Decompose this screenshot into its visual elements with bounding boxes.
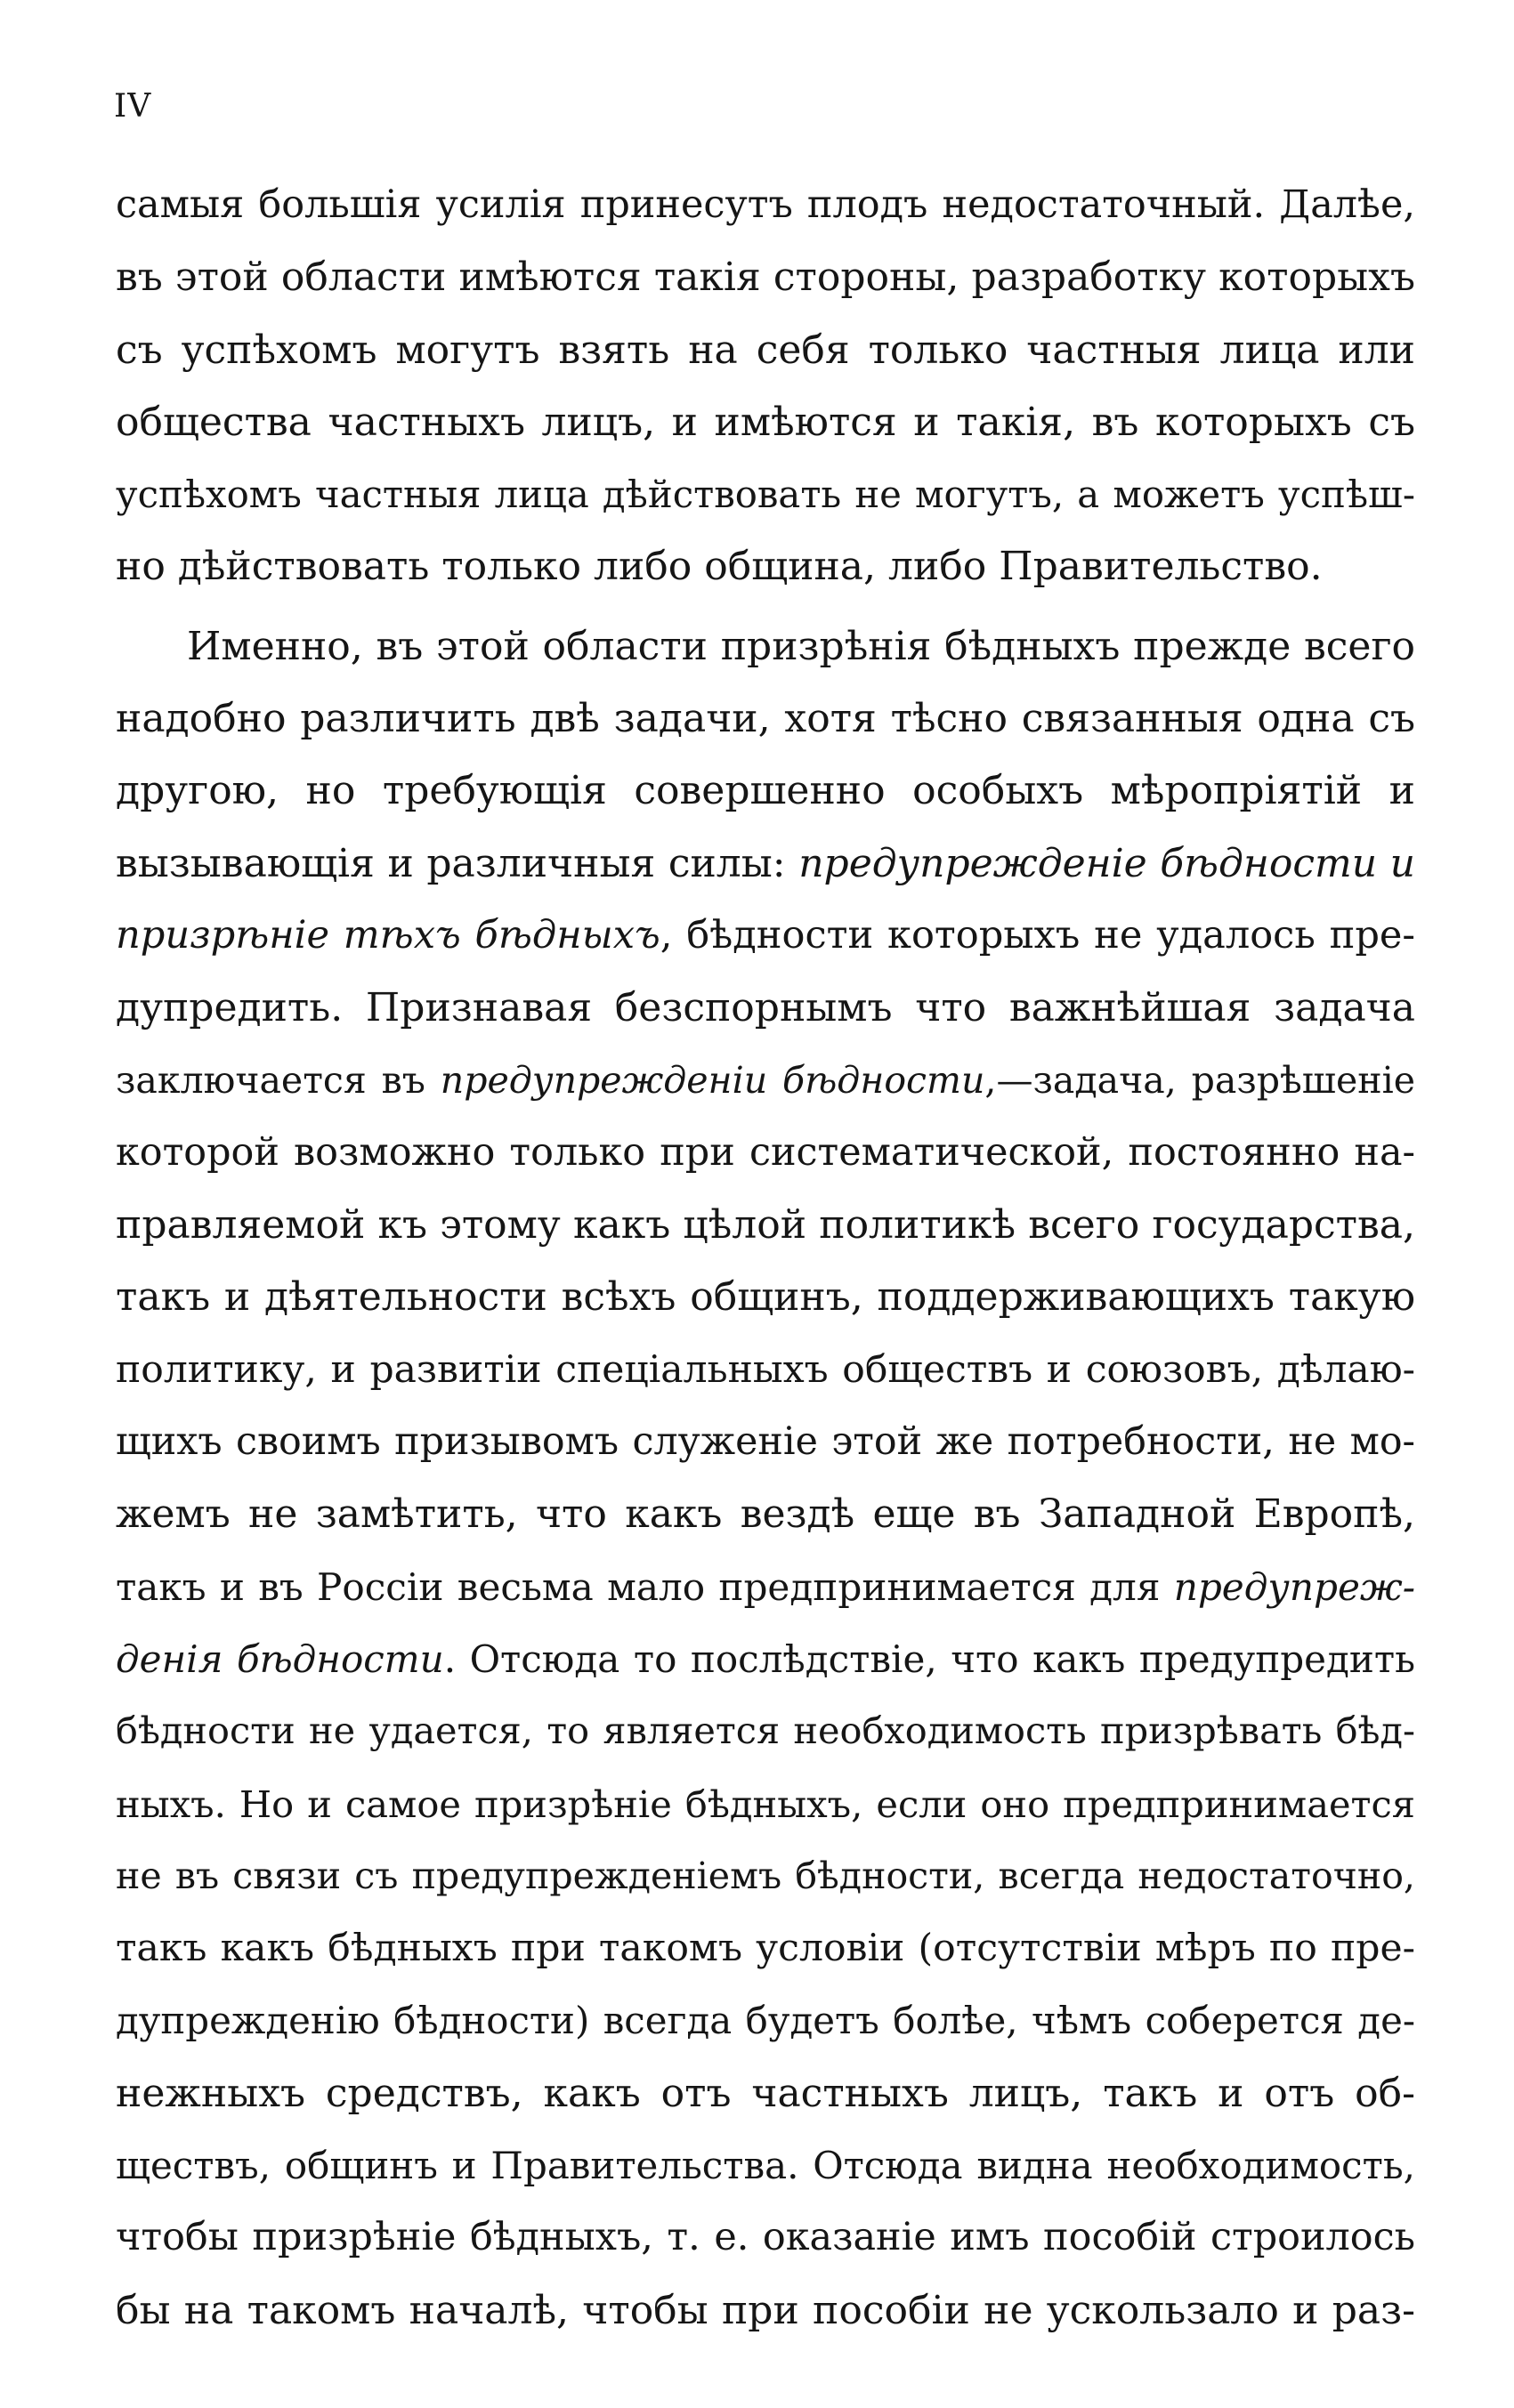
text-line: дупрежденію бѣдности) всегда будетъ болѣе, чѣмъ соберется де- [116, 1999, 1415, 2043]
text-line: такъ и дѣятельности всѣхъ общинъ, поддерживающихъ такую [116, 1274, 1415, 1321]
text-run: такъ и въ Россіи весьма мало предпринимается для [116, 1564, 1174, 1609]
text-line: ныхъ. Но и самое призрѣніе бѣдныхъ, если оно предпринимается [116, 1782, 1415, 1826]
italic-emphasis: предупрежденіи бѣдности [440, 1058, 985, 1102]
text-line: нежныхъ средствъ, какъ отъ частныхъ лицъ, такъ и отъ об- [116, 2070, 1415, 2116]
text-run: заключается въ [116, 1058, 441, 1102]
paragraph-2 [116, 610, 1415, 2347]
text-line: не въ связи съ предупрежденіемъ бѣдности, всегда недостаточно, [116, 1854, 1415, 1897]
italic-emphasis: денія бѣдности [116, 1636, 444, 1681]
text-line: бѣдности не удается, то является необходимость призрѣвать бѣд- [116, 1709, 1415, 1753]
text-line: щихъ своимъ призывомъ служеніе этой же потребности, не мо- [116, 1419, 1415, 1465]
paragraph-1 [116, 169, 1415, 603]
text-line [116, 1045, 1415, 1117]
page-number: IV [114, 88, 152, 125]
text-line: политику, и развитіи спеціальныхъ обществъ и союзовъ, дѣлаю- [116, 1347, 1415, 1392]
text-run: , бѣдности которыхъ не удалось пре- [660, 912, 1415, 958]
text-line: въ этой области имѣются такія стороны, разработку которыхъ [116, 255, 1415, 301]
text-line: съ успѣхомъ могутъ взять на себя только частныя лица или [116, 327, 1415, 373]
text-line: самыя большія усилія принесутъ плодъ недостаточный. Далѣе, [116, 182, 1415, 227]
text-line: общества частныхъ лицъ, и имѣются и такія, въ которыхъ съ [116, 399, 1415, 445]
italic-emphasis: предупреж- [1173, 1564, 1415, 1609]
text-line: жемъ не замѣтить, что какъ вездѣ еще въ Западной Европѣ, [116, 1491, 1415, 1538]
text-line: дупредить. Признавая безспорнымъ что важнѣйшая задача [116, 985, 1415, 1031]
italic-emphasis: предупрежденіе бѣдности и [798, 840, 1415, 886]
text-line: ществъ, общинъ и Правительства. Отсюда видна необходимость, [116, 2144, 1415, 2188]
text-line: которой возможно только при систематической, постоянно на- [116, 1129, 1415, 1175]
text-line [116, 1623, 1415, 1695]
italic-emphasis: призрѣніе тѣхъ бѣдныхъ [116, 912, 660, 958]
text-line: другою, но требующія совершенно особыхъ мѣропріятій и [116, 768, 1415, 814]
text-line: надобно различить двѣ задачи, хотя тѣсно связанныя одна съ [116, 696, 1415, 742]
text-line [116, 828, 1415, 900]
text-line: Именно, въ этой области призрѣнія бѣдныхъ прежде всего [187, 623, 1415, 669]
text-line: бы на такомъ началѣ, чтобы при пособіи не ускользало и раз- [116, 2287, 1415, 2333]
text-line: правляемой къ этому какъ цѣлой политикѣ всего государства, [116, 1202, 1415, 1248]
text-line [116, 1551, 1415, 1623]
body-text [116, 169, 1415, 2347]
text-run: . Отсюда то послѣдствіе, что какъ предупредить [443, 1636, 1415, 1681]
text-line [116, 900, 1415, 972]
text-line: но дѣйствовать только либо община, либо Правительство. [116, 544, 1323, 590]
text-line: такъ какъ бѣдныхъ при такомъ условіи (отсутствіи мѣръ по пре- [116, 1927, 1415, 1971]
text-line: успѣхомъ частныя лица дѣйствовать не могутъ, а можетъ успѣш- [116, 473, 1415, 517]
text-run: ,—задача, разрѣшеніе [984, 1058, 1415, 1102]
text-run: вызывающія и различныя силы: [116, 840, 799, 886]
text-line: чтобы призрѣніе бѣдныхъ, т. е. оказаніе имъ пособій строилось [116, 2215, 1415, 2260]
